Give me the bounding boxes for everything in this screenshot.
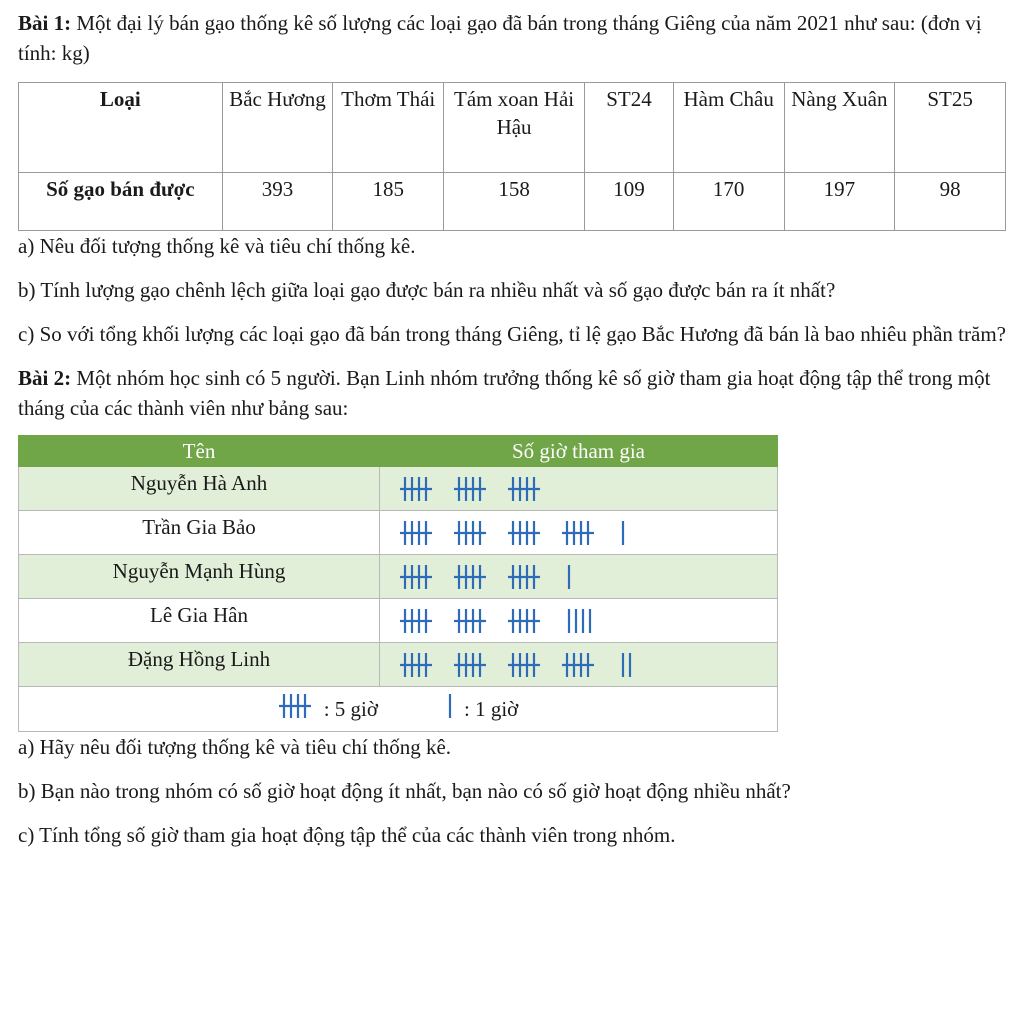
tally-five-icon: [278, 692, 318, 727]
rice-type-cell: Nàng Xuân: [784, 83, 895, 173]
rice-amount-cell: 98: [895, 173, 1006, 231]
rice-amount-cell: 393: [222, 173, 333, 231]
legend-one-label: : 1 giờ: [464, 697, 519, 721]
bai2-intro-text: Một nhóm học sinh có 5 người. Bạn Linh nhóm trưởng thống kê số giờ tham gia hoạt động tập thể trong một tháng của các thành viên như bảng sau:: [18, 366, 991, 420]
bai1-label: Bài 1:: [18, 11, 72, 35]
rice-amount-row: [19, 173, 1006, 231]
table-row: [19, 555, 778, 599]
bai2-question-c: c) Tính tổng số giờ tham gia hoạt động tập thể của các thành viên trong nhóm.: [18, 823, 676, 847]
tally-marks: [380, 599, 777, 642]
bai2-question-b: b) Bạn nào trong nhóm có số giờ hoạt động ít nhất, bạn nào có số giờ hoạt động nhiều nhất?: [18, 779, 791, 803]
table-row: [19, 599, 778, 643]
rice-amount-cell: 158: [444, 173, 585, 231]
bai1-intro-text: Một đại lý bán gạo thống kê số lượng các loại gạo đã bán trong tháng Giêng của năm 2021 như sau: (đơn vị tính: kg): [18, 11, 982, 65]
member-name: Nguyễn Mạnh Hùng: [112, 558, 286, 583]
legend-row: [19, 687, 778, 732]
activity-table-header: [19, 436, 778, 467]
tally-marks: [380, 511, 777, 554]
rice-type-cell: ST24: [585, 83, 674, 173]
rice-type-cell: Bắc Hương: [222, 83, 333, 173]
rice-amount-cell: 185: [333, 173, 444, 231]
bai2-label: Bài 2:: [18, 366, 72, 390]
rice-type-cell: Hàm Châu: [673, 83, 784, 173]
rice-type-cell: Tám xoan Hải Hậu: [444, 83, 585, 173]
rice-type-header: Loại: [19, 83, 223, 173]
rice-type-cell: Thơm Thái: [333, 83, 444, 173]
tally-marks: [380, 643, 777, 686]
rice-amount-cell: 170: [673, 173, 784, 231]
rice-sales-table: [18, 82, 1006, 231]
member-name: Đặng Hồng Linh: [127, 646, 271, 671]
member-name: Trần Gia Bảo: [142, 514, 256, 539]
tally-marks: [380, 555, 777, 598]
rice-amount-cell: 109: [585, 173, 674, 231]
tally-one-icon: [444, 692, 458, 727]
bai1-question-b: b) Tính lượng gạo chênh lệch giữa loại gạo được bán ra nhiều nhất và số gạo được bán ra ít nhất?: [18, 278, 836, 302]
hours-column-header: Số giờ tham gia: [380, 436, 778, 467]
name-column-header: Tên: [19, 436, 380, 467]
legend: [19, 692, 777, 727]
member-name: Nguyễn Hà Anh: [130, 470, 268, 495]
member-name: Lê Gia Hân: [150, 602, 248, 627]
tally-marks: [380, 467, 777, 510]
table-row: [19, 467, 778, 511]
bai1-question-a: a) Nêu đối tượng thống kê và tiêu chí thống kê.: [18, 234, 416, 258]
bai2-intro: [18, 363, 1013, 423]
worksheet: [18, 8, 1013, 850]
table-row: [19, 643, 778, 687]
bai1-intro: [18, 8, 1013, 68]
rice-type-row: [19, 83, 1006, 173]
rice-type-cell: ST25: [895, 83, 1006, 173]
bai1-question-c: c) So với tổng khối lượng các loại gạo đã bán trong tháng Giêng, tỉ lệ gạo Bắc Hương đã bán là bao nhiêu phần trăm?: [18, 322, 1006, 346]
legend-five-label: : 5 giờ: [323, 697, 378, 721]
rice-amount-cell: 197: [784, 173, 895, 231]
bai2-question-a: a) Hãy nêu đối tượng thống kê và tiêu chí thống kê.: [18, 735, 452, 759]
activity-hours-table: [18, 435, 778, 732]
table-row: [19, 511, 778, 555]
rice-amount-header: Số gạo bán được: [19, 173, 223, 231]
